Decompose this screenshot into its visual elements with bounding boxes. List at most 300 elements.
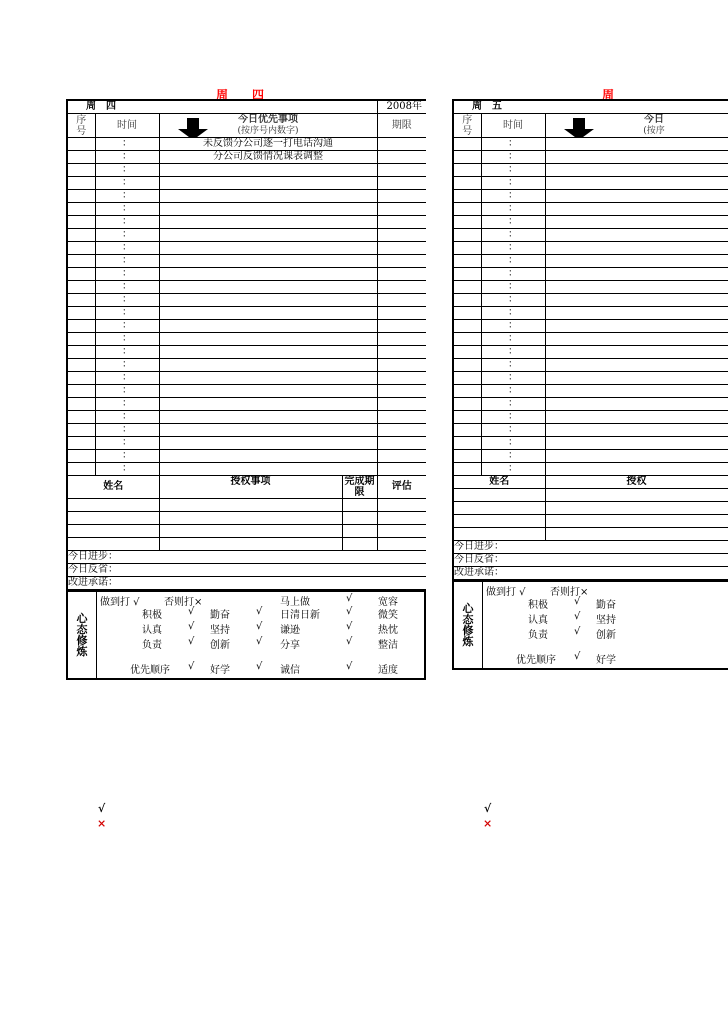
note-row <box>453 541 728 554</box>
priority-task-cell[interactable] <box>159 346 377 359</box>
time-cell[interactable]: ： <box>481 450 545 463</box>
deadline-cell[interactable] <box>377 320 426 333</box>
time-cell[interactable]: ： <box>95 450 159 463</box>
note-cell[interactable]: 今日反省： <box>67 564 426 577</box>
deadline-cell[interactable] <box>377 294 426 307</box>
priority-task-cell[interactable]: 未反馈分公司逐一打电话沟通 <box>159 138 377 151</box>
schedule-row <box>67 164 426 177</box>
time-cell[interactable]: ： <box>95 333 159 346</box>
time-cell[interactable]: ： <box>481 437 545 450</box>
seq-cell[interactable] <box>453 424 481 437</box>
deadline-cell[interactable] <box>377 242 426 255</box>
delegate-eval-cell[interactable] <box>377 525 426 538</box>
note-row <box>67 551 426 564</box>
delegation-row <box>453 528 728 541</box>
time-cell[interactable]: ： <box>95 372 159 385</box>
down-arrow-icon <box>564 118 594 138</box>
mindset-item: √ <box>188 621 195 632</box>
priority-task-cell[interactable] <box>159 463 377 476</box>
schedule-row <box>67 333 426 346</box>
seq-cell[interactable] <box>67 346 95 359</box>
time-cell[interactable]: ： <box>95 216 159 229</box>
priority-task-cell[interactable] <box>159 359 377 372</box>
mindset-item: 整洁 <box>378 640 398 651</box>
time-cell[interactable]: ： <box>95 177 159 190</box>
priority-task-cell[interactable] <box>159 333 377 346</box>
week-header-thursday: 周 四 <box>216 88 265 102</box>
schedule-row <box>453 138 728 151</box>
priority-task-cell[interactable] <box>159 268 377 281</box>
deadline-cell[interactable] <box>377 359 426 372</box>
delegate-name-cell[interactable] <box>67 499 159 512</box>
schedule-row <box>453 385 728 398</box>
priority-task-cell[interactable] <box>545 138 728 151</box>
schedule-row <box>453 398 728 411</box>
mindset-item: √ <box>574 626 581 637</box>
delegate-eval-cell[interactable] <box>377 538 426 551</box>
seq-cell[interactable] <box>67 203 95 216</box>
time-cell[interactable]: ： <box>481 463 545 476</box>
mindset-item: 谦逊 <box>280 625 300 636</box>
priority-task-cell[interactable] <box>159 398 377 411</box>
schedule-row <box>67 307 426 320</box>
priority-task-cell[interactable] <box>159 424 377 437</box>
deadline-cell[interactable] <box>377 268 426 281</box>
priority-task-cell[interactable] <box>545 424 728 437</box>
delegate-name-cell[interactable] <box>67 512 159 525</box>
mindset-item: 认真 <box>528 615 548 626</box>
delegate-item-cell[interactable] <box>545 528 728 541</box>
delegate-name-cell[interactable] <box>67 525 159 538</box>
delegation-row <box>67 538 426 551</box>
priority-task-cell[interactable] <box>159 216 377 229</box>
delegate-name-cell[interactable] <box>453 489 545 502</box>
time-cell[interactable]: ： <box>95 242 159 255</box>
seq-cell[interactable] <box>67 268 95 281</box>
time-column-header: 时间 <box>95 114 159 138</box>
mindset-side-label: 心态修炼 <box>454 582 483 668</box>
mindset-item: 好学 <box>596 655 616 666</box>
priority-task-cell[interactable] <box>545 281 728 294</box>
time-cell[interactable]: ： <box>481 320 545 333</box>
deadline-cell[interactable] <box>377 463 426 476</box>
priority-task-cell[interactable] <box>159 411 377 424</box>
deadline-cell[interactable] <box>377 255 426 268</box>
deadline-cell[interactable] <box>377 346 426 359</box>
priority-task-cell[interactable] <box>159 307 377 320</box>
time-cell[interactable]: ： <box>95 424 159 437</box>
time-cell[interactable]: ： <box>95 411 159 424</box>
seq-cell[interactable] <box>67 437 95 450</box>
time-cell[interactable]: ： <box>481 307 545 320</box>
priority-task-cell[interactable] <box>159 164 377 177</box>
seq-cell[interactable] <box>453 437 481 450</box>
delegate-eval-cell[interactable] <box>377 512 426 525</box>
time-cell[interactable]: ： <box>95 463 159 476</box>
planner-panel-friday <box>452 99 728 709</box>
priority-task-cell[interactable] <box>545 385 728 398</box>
seq-cell[interactable] <box>67 229 95 242</box>
seq-cell[interactable] <box>453 359 481 372</box>
schedule-row <box>67 294 426 307</box>
mindset-item: √ <box>346 593 353 604</box>
note-cell[interactable]: 今日进步： <box>453 541 728 554</box>
delegate-name-cell[interactable] <box>67 538 159 551</box>
deadline-cell[interactable] <box>377 437 426 450</box>
schedule-table <box>452 99 728 581</box>
schedule-row <box>453 177 728 190</box>
schedule-row <box>67 463 426 476</box>
priority-task-cell[interactable] <box>545 190 728 203</box>
schedule-row <box>453 190 728 203</box>
time-cell[interactable]: ： <box>95 255 159 268</box>
time-cell[interactable]: ： <box>481 229 545 242</box>
priority-task-cell[interactable] <box>159 242 377 255</box>
delegate-item-cell[interactable] <box>545 502 728 515</box>
priority-title: 今日 <box>644 114 664 125</box>
delegate-deadline-header: 完成期限 <box>342 476 377 498</box>
time-cell[interactable]: ： <box>481 411 545 424</box>
schedule-row <box>453 216 728 229</box>
priority-task-cell[interactable] <box>159 281 377 294</box>
mindset-item: √ <box>188 636 195 647</box>
priority-task-cell[interactable] <box>545 242 728 255</box>
note-row <box>453 554 728 567</box>
priority-task-cell[interactable] <box>159 437 377 450</box>
seq-cell[interactable] <box>67 372 95 385</box>
time-cell[interactable]: ： <box>481 190 545 203</box>
deadline-cell[interactable] <box>377 385 426 398</box>
schedule-row <box>453 229 728 242</box>
priority-task-cell[interactable] <box>545 268 728 281</box>
priority-task-cell[interactable] <box>545 255 728 268</box>
deadline-cell[interactable] <box>377 333 426 346</box>
seq-cell[interactable] <box>67 164 95 177</box>
time-cell[interactable]: ： <box>481 164 545 177</box>
seq-cell[interactable] <box>67 294 95 307</box>
priority-task-cell[interactable] <box>545 294 728 307</box>
seq-cell[interactable] <box>67 190 95 203</box>
seq-cell[interactable] <box>453 255 481 268</box>
seq-cell[interactable] <box>67 359 95 372</box>
time-cell[interactable]: ： <box>481 268 545 281</box>
deadline-cell[interactable] <box>377 190 426 203</box>
time-cell[interactable]: ： <box>95 307 159 320</box>
priority-task-cell[interactable] <box>545 151 728 164</box>
seq-cell[interactable] <box>453 268 481 281</box>
seq-cell[interactable] <box>453 177 481 190</box>
time-cell[interactable]: ： <box>95 385 159 398</box>
deadline-cell[interactable] <box>377 411 426 424</box>
deadline-cell[interactable] <box>377 372 426 385</box>
time-cell[interactable]: ： <box>481 333 545 346</box>
delegate-name-cell[interactable] <box>453 528 545 541</box>
mindset-item: √ <box>574 651 581 662</box>
deadline-cell[interactable] <box>377 281 426 294</box>
delegate-item-cell[interactable] <box>159 538 377 551</box>
priority-task-cell[interactable] <box>159 177 377 190</box>
seq-cell[interactable] <box>453 320 481 333</box>
mindset-item: 日清日新 <box>280 610 320 621</box>
legend-cross-symbol: × <box>97 817 107 830</box>
priority-task-cell[interactable] <box>545 359 728 372</box>
delegate-name-header: 姓名 <box>67 476 159 499</box>
schedule-row <box>453 151 728 164</box>
seq-cell[interactable] <box>453 164 481 177</box>
mindset-item: √ <box>574 611 581 622</box>
priority-task-cell[interactable] <box>159 372 377 385</box>
priority-task-cell[interactable] <box>545 333 728 346</box>
time-cell[interactable]: ： <box>481 294 545 307</box>
mindset-item: √ <box>346 606 353 617</box>
priority-task-cell[interactable] <box>545 164 728 177</box>
schedule-row <box>453 307 728 320</box>
down-arrow-icon <box>178 118 208 138</box>
time-cell[interactable]: ： <box>481 177 545 190</box>
seq-cell[interactable] <box>67 320 95 333</box>
mindset-item: √ <box>256 606 263 617</box>
priority-task-cell[interactable] <box>159 203 377 216</box>
note-cell[interactable]: 改进承诺： <box>453 567 728 581</box>
mindset-item: 适度 <box>378 665 398 676</box>
priority-task-cell[interactable] <box>545 372 728 385</box>
priority-task-cell[interactable] <box>159 385 377 398</box>
seq-cell[interactable] <box>67 424 95 437</box>
mindset-item: 做到打 √ <box>100 597 140 608</box>
time-cell[interactable]: ： <box>95 294 159 307</box>
schedule-row <box>67 411 426 424</box>
priority-task-cell[interactable] <box>159 320 377 333</box>
schedule-row <box>67 424 426 437</box>
schedule-row <box>67 138 426 151</box>
priority-task-cell[interactable] <box>545 229 728 242</box>
schedule-row <box>67 255 426 268</box>
seq-cell[interactable] <box>453 450 481 463</box>
delegation-row <box>67 499 426 512</box>
seq-cell[interactable] <box>67 411 95 424</box>
deadline-cell[interactable] <box>377 229 426 242</box>
priority-task-cell[interactable] <box>545 307 728 320</box>
time-cell[interactable]: ： <box>481 372 545 385</box>
priority-task-cell[interactable] <box>545 346 728 359</box>
priority-task-cell[interactable] <box>159 190 377 203</box>
schedule-row <box>67 359 426 372</box>
seq-cell[interactable] <box>67 450 95 463</box>
mindset-item: 坚持 <box>596 615 616 626</box>
priority-task-cell[interactable] <box>545 398 728 411</box>
delegate-name-cell[interactable] <box>453 515 545 528</box>
delegate-item-cell[interactable] <box>159 525 377 538</box>
seq-cell[interactable] <box>453 411 481 424</box>
seq-cell[interactable] <box>67 151 95 164</box>
mindset-item: √ <box>188 606 195 617</box>
schedule-row <box>67 229 426 242</box>
delegate-item-cell[interactable] <box>545 515 728 528</box>
time-cell[interactable]: ： <box>481 385 545 398</box>
seq-cell[interactable] <box>67 307 95 320</box>
time-cell[interactable]: ： <box>95 151 159 164</box>
note-row <box>453 567 728 581</box>
mindset-item: 分享 <box>280 640 300 651</box>
seq-cell[interactable] <box>67 463 95 476</box>
day-label: 周 五 <box>453 100 728 114</box>
deadline-cell[interactable] <box>377 138 426 151</box>
time-cell[interactable]: ： <box>481 151 545 164</box>
priority-task-cell[interactable] <box>159 229 377 242</box>
priority-task-cell[interactable] <box>545 411 728 424</box>
seq-cell[interactable] <box>67 138 95 151</box>
delegation-row <box>453 502 728 515</box>
time-cell[interactable]: ： <box>481 203 545 216</box>
time-cell[interactable]: ： <box>95 359 159 372</box>
note-cell[interactable]: 今日反省： <box>453 554 728 567</box>
time-cell[interactable]: ： <box>95 164 159 177</box>
time-cell[interactable]: ： <box>481 281 545 294</box>
delegate-eval-cell[interactable] <box>377 499 426 512</box>
mindset-item: 否则打× <box>164 597 203 608</box>
seq-cell[interactable] <box>453 346 481 359</box>
seq-cell[interactable] <box>67 398 95 411</box>
delegation-row <box>453 515 728 528</box>
mindset-item: 负责 <box>142 640 162 651</box>
time-cell[interactable]: ： <box>95 346 159 359</box>
time-cell[interactable]: ： <box>95 138 159 151</box>
seq-cell[interactable] <box>453 151 481 164</box>
seq-cell[interactable] <box>67 281 95 294</box>
deadline-cell[interactable] <box>377 203 426 216</box>
mindset-item: √ <box>574 596 581 607</box>
seq-cell[interactable] <box>453 333 481 346</box>
schedule-row <box>453 242 728 255</box>
priority-task-cell[interactable] <box>159 255 377 268</box>
seq-cell[interactable] <box>67 242 95 255</box>
deadline-cell[interactable] <box>377 307 426 320</box>
seq-cell[interactable] <box>453 242 481 255</box>
priority-task-cell[interactable] <box>545 437 728 450</box>
delegate-item-cell[interactable] <box>159 512 377 525</box>
seq-cell[interactable] <box>453 463 481 476</box>
seq-cell[interactable] <box>67 177 95 190</box>
deadline-cell[interactable] <box>377 424 426 437</box>
deadline-cell[interactable] <box>377 398 426 411</box>
seq-cell[interactable] <box>453 398 481 411</box>
seq-cell[interactable] <box>67 385 95 398</box>
delegate-item-cell[interactable] <box>545 489 728 502</box>
priority-task-cell[interactable] <box>545 320 728 333</box>
schedule-row <box>67 281 426 294</box>
priority-task-cell[interactable] <box>545 216 728 229</box>
mindset-item: 勤奋 <box>596 600 616 611</box>
mindset-item: 优先顺序 <box>130 665 170 676</box>
mindset-item: √ <box>346 661 353 672</box>
priority-task-cell[interactable] <box>545 177 728 190</box>
mindset-item: √ <box>256 661 263 672</box>
time-cell[interactable]: ： <box>481 359 545 372</box>
time-cell[interactable]: ： <box>95 437 159 450</box>
schedule-row <box>67 268 426 281</box>
day-label: 周 四 <box>67 100 377 114</box>
deadline-cell[interactable] <box>377 164 426 177</box>
seq-cell[interactable] <box>453 294 481 307</box>
time-cell[interactable]: ： <box>481 424 545 437</box>
mindset-item: 认真 <box>142 625 162 636</box>
deadline-cell[interactable] <box>377 177 426 190</box>
legend-check-symbol: √ <box>98 802 106 815</box>
time-cell[interactable]: ： <box>95 268 159 281</box>
seq-cell[interactable] <box>453 229 481 242</box>
schedule-row <box>453 463 728 476</box>
time-cell[interactable]: ： <box>95 281 159 294</box>
time-cell[interactable]: ： <box>95 229 159 242</box>
mindset-item: 热忱 <box>378 625 398 636</box>
schedule-row <box>453 359 728 372</box>
time-cell[interactable]: ： <box>481 255 545 268</box>
priority-task-cell[interactable] <box>159 294 377 307</box>
schedule-row <box>453 437 728 450</box>
schedule-row <box>67 385 426 398</box>
delegate-item-cell[interactable] <box>159 499 377 512</box>
time-cell[interactable]: ： <box>481 398 545 411</box>
note-cell[interactable]: 今日进步： <box>67 551 426 564</box>
mindset-item: 负责 <box>528 630 548 641</box>
mindset-item: √ <box>346 636 353 647</box>
delegation-row <box>453 489 728 502</box>
mindset-item: 做到打 √ <box>486 587 526 598</box>
note-cell[interactable]: 改进承诺： <box>67 577 426 591</box>
delegate-eval-header: 评估 <box>377 476 426 499</box>
schedule-row <box>453 268 728 281</box>
deadline-cell[interactable] <box>377 216 426 229</box>
time-cell[interactable]: ： <box>95 320 159 333</box>
priority-title: 今日优先事项 <box>238 114 298 125</box>
seq-cell[interactable] <box>453 190 481 203</box>
time-cell[interactable]: ： <box>95 398 159 411</box>
deadline-cell[interactable] <box>377 450 426 463</box>
priority-task-cell[interactable] <box>545 203 728 216</box>
time-cell[interactable]: ： <box>95 190 159 203</box>
seq-cell[interactable] <box>453 216 481 229</box>
seq-cell[interactable] <box>453 281 481 294</box>
mindset-item: 否则打× <box>550 587 589 598</box>
schedule-row <box>67 320 426 333</box>
delegation-row <box>67 525 426 538</box>
time-cell[interactable]: ： <box>481 346 545 359</box>
seq-cell[interactable] <box>67 216 95 229</box>
schedule-row <box>67 216 426 229</box>
seq-cell[interactable] <box>453 372 481 385</box>
seq-cell[interactable] <box>67 333 95 346</box>
week-header-friday: 周 <box>602 88 615 102</box>
seq-cell[interactable] <box>453 138 481 151</box>
priority-task-cell[interactable]: 分公司反馈情况课表调整 <box>159 151 377 164</box>
seq-cell[interactable] <box>453 307 481 320</box>
deadline-cell[interactable] <box>377 151 426 164</box>
delegate-name-cell[interactable] <box>453 502 545 515</box>
priority-task-cell[interactable] <box>159 450 377 463</box>
schedule-row <box>67 372 426 385</box>
seq-cell[interactable] <box>67 255 95 268</box>
seq-cell[interactable] <box>453 203 481 216</box>
time-cell[interactable]: ： <box>95 203 159 216</box>
seq-cell[interactable] <box>453 385 481 398</box>
priority-task-cell[interactable] <box>545 450 728 463</box>
priority-task-cell[interactable] <box>545 463 728 476</box>
time-cell[interactable]: ： <box>481 242 545 255</box>
time-cell[interactable]: ： <box>481 216 545 229</box>
schedule-row <box>453 294 728 307</box>
time-cell[interactable]: ： <box>481 138 545 151</box>
delegate-item-header: 授权事项 完成期限 <box>159 476 377 499</box>
